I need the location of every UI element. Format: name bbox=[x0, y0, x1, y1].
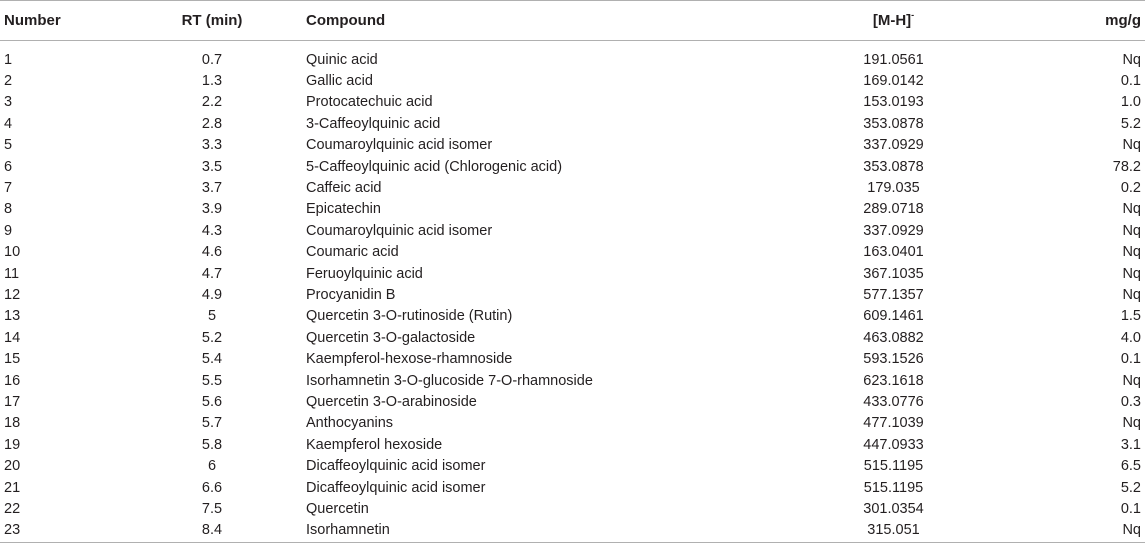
cell-number: 2 bbox=[4, 72, 13, 89]
cell-mh: 433.0776 bbox=[863, 394, 924, 410]
cell-rt: 4.9 bbox=[201, 286, 223, 303]
cell-mg: 0.2 bbox=[1120, 179, 1141, 196]
cell-number: 20 bbox=[4, 458, 21, 475]
cell-mg: 6.5 bbox=[1120, 458, 1141, 475]
cell-mh: 515.1195 bbox=[863, 458, 924, 475]
cell-mh: 623.1618 bbox=[863, 372, 924, 389]
cell-compound: Isorhamnetin 3-O-glucoside 7-O-rhamnoside bbox=[306, 372, 593, 389]
cell-rt: 5 bbox=[207, 308, 217, 325]
cell-mh: 301.0354 bbox=[863, 501, 924, 518]
cell-compound: Dicaffeoylquinic acid isomer bbox=[306, 479, 486, 496]
cell-mg: 0.1 bbox=[1120, 351, 1141, 368]
cell-rt: 5.5 bbox=[201, 372, 223, 389]
cell-mg: Nq bbox=[1122, 137, 1141, 154]
cell-number: 4 bbox=[4, 115, 13, 132]
header-row bbox=[0, 1, 1145, 41]
cell-compound: 5-Caffeoylquinic acid (Chlorogenic acid) bbox=[306, 158, 563, 175]
table-row bbox=[0, 135, 1145, 156]
cell-compound: Coumaroylquinic acid isomer bbox=[306, 222, 493, 239]
cell-mg: 0.1 bbox=[1120, 501, 1141, 518]
cell-compound: Quinic acid bbox=[306, 51, 378, 68]
cell-rt: 0.7 bbox=[201, 51, 223, 68]
cell-number: 14 bbox=[4, 329, 21, 346]
header-rt: RT (min) bbox=[120, 1, 304, 41]
cell-number: 13 bbox=[4, 308, 21, 325]
cell-rt: 6.6 bbox=[201, 479, 223, 496]
cell-rt: 3.3 bbox=[201, 137, 223, 154]
cell-mg: 1.0 bbox=[1120, 94, 1141, 111]
header-number: Number bbox=[0, 1, 120, 41]
cell-rt: 4.6 bbox=[201, 244, 223, 261]
table-row bbox=[0, 392, 1145, 413]
cell-mh: 179.035 bbox=[867, 179, 920, 196]
cell-compound: Coumaroylquinic acid isomer bbox=[306, 137, 493, 154]
cell-compound: Procyanidin B bbox=[306, 286, 396, 303]
table-row bbox=[0, 499, 1145, 520]
cell-mh: 289.0718 bbox=[863, 201, 924, 218]
cell-rt: 5.6 bbox=[201, 394, 223, 410]
cell-rt: 2.2 bbox=[201, 94, 223, 111]
table-row bbox=[0, 306, 1145, 327]
cell-compound: Kaempferol hexoside bbox=[306, 436, 443, 453]
cell-number: 1 bbox=[4, 51, 13, 68]
cell-rt: 3.5 bbox=[201, 158, 223, 175]
cell-mh: 447.0933 bbox=[863, 436, 924, 453]
cell-number: 22 bbox=[4, 501, 21, 518]
cell-rt: 3.7 bbox=[201, 179, 223, 196]
cell-mg: 5.2 bbox=[1120, 115, 1141, 132]
cell-number: 12 bbox=[4, 286, 21, 303]
cell-rt: 2.8 bbox=[201, 115, 223, 132]
table-row bbox=[0, 114, 1145, 135]
cell-number: 23 bbox=[0, 520, 120, 542]
cell-mg: Nq bbox=[1122, 51, 1141, 68]
cell-compound: 3-Caffeoylquinic acid bbox=[306, 115, 441, 132]
cell-mg: 0.3 bbox=[1120, 394, 1141, 410]
cell-compound: Gallic acid bbox=[306, 72, 373, 89]
cell-mg: Nq bbox=[1122, 244, 1141, 261]
cell-mg: 4.0 bbox=[1120, 329, 1141, 346]
cell-compound: Quercetin 3-O-rutinoside (Rutin) bbox=[306, 308, 513, 325]
cell-compound: Anthocyanins bbox=[306, 415, 394, 432]
table-row bbox=[0, 478, 1145, 499]
cell-mg: 3.1 bbox=[1120, 436, 1141, 453]
cell-mh: 315.051 bbox=[730, 520, 1057, 542]
table-row bbox=[0, 264, 1145, 285]
header-mg: mg/g bbox=[1057, 1, 1145, 41]
cell-rt: 8.4 bbox=[120, 520, 304, 542]
cell-mh: 169.0142 bbox=[863, 72, 924, 89]
cell-mh: 191.0561 bbox=[863, 51, 924, 68]
cell-compound: Caffeic acid bbox=[306, 179, 382, 196]
cell-compound: Quercetin 3-O-galactoside bbox=[306, 329, 476, 346]
cell-mh: 477.1039 bbox=[863, 415, 924, 432]
cell-number: 5 bbox=[4, 137, 13, 154]
cell-compound: Protocatechuic acid bbox=[306, 94, 433, 111]
cell-number: 7 bbox=[4, 179, 13, 196]
cell-mh: 577.1357 bbox=[863, 286, 924, 303]
table-row bbox=[0, 371, 1145, 392]
cell-rt: 6 bbox=[207, 458, 217, 475]
cell-mh: 337.0929 bbox=[863, 222, 924, 239]
table-row bbox=[0, 50, 1145, 71]
cell-rt: 4.7 bbox=[201, 265, 223, 282]
cell-rt: 3.9 bbox=[201, 201, 223, 218]
header-mh bbox=[730, 1, 1057, 41]
cell-mg: 5.2 bbox=[1120, 479, 1141, 496]
table-row bbox=[0, 456, 1145, 477]
cell-number: 6 bbox=[4, 158, 13, 175]
cell-rt: 1.3 bbox=[201, 72, 223, 89]
cell-mh: 367.1035 bbox=[863, 265, 924, 282]
cell-rt: 5.2 bbox=[201, 329, 223, 346]
header-mh-label: [M-H] bbox=[872, 12, 912, 29]
table-row bbox=[0, 221, 1145, 242]
table-row bbox=[0, 199, 1145, 220]
table-body bbox=[0, 41, 1145, 543]
cell-mh: 353.0878 bbox=[863, 158, 924, 175]
cell-number: 3 bbox=[4, 94, 13, 111]
table-row bbox=[0, 285, 1145, 306]
cell-compound: Coumaric acid bbox=[306, 244, 399, 261]
cell-number: 15 bbox=[4, 351, 21, 368]
cell-mh: 353.0878 bbox=[863, 115, 924, 132]
cell-number: 11 bbox=[4, 265, 20, 282]
header-mh-superscript: - bbox=[911, 10, 915, 20]
table-row bbox=[0, 435, 1145, 456]
table-row bbox=[0, 413, 1145, 434]
cell-rt: 7.5 bbox=[201, 501, 223, 518]
cell-compound: Quercetin bbox=[306, 501, 369, 518]
cell-mg: Nq bbox=[1122, 286, 1141, 303]
cell-rt: 5.4 bbox=[201, 351, 223, 368]
cell-compound: Kaempferol-hexose-rhamnoside bbox=[306, 351, 513, 368]
table-row bbox=[0, 242, 1145, 263]
cell-number: 19 bbox=[4, 436, 21, 453]
table-row bbox=[0, 520, 1145, 542]
cell-mh: 609.1461 bbox=[863, 308, 924, 325]
cell-compound: Dicaffeoylquinic acid isomer bbox=[306, 458, 486, 475]
cell-number: 17 bbox=[4, 394, 21, 410]
cell-number: 16 bbox=[4, 372, 21, 389]
cell-compound: Isorhamnetin bbox=[304, 520, 730, 542]
table-row bbox=[0, 157, 1145, 178]
cell-mg: 0.1 bbox=[1120, 72, 1141, 89]
cell-mg: Nq bbox=[1122, 222, 1141, 239]
cell-number: 10 bbox=[4, 244, 21, 261]
cell-rt: 5.8 bbox=[201, 436, 223, 453]
spacer-row bbox=[0, 41, 1145, 50]
table-row bbox=[0, 328, 1145, 349]
cell-mh: 337.0929 bbox=[863, 137, 924, 154]
cell-mg: Nq bbox=[1122, 372, 1141, 389]
cell-mg: Nq bbox=[1122, 415, 1141, 432]
cell-compound: Quercetin 3-O-arabinoside bbox=[306, 394, 477, 410]
cell-mh: 463.0882 bbox=[863, 329, 924, 346]
table-row bbox=[0, 92, 1145, 113]
table-row bbox=[0, 178, 1145, 199]
cell-rt: 4.3 bbox=[201, 222, 223, 239]
cell-number: 8 bbox=[4, 201, 13, 218]
table-row bbox=[0, 349, 1145, 370]
cell-mh: 163.0401 bbox=[863, 244, 924, 261]
cell-number: 21 bbox=[4, 479, 21, 496]
cell-mg: 78.2 bbox=[1112, 158, 1141, 175]
cell-number: 9 bbox=[4, 222, 13, 239]
cell-rt: 5.7 bbox=[201, 415, 223, 432]
table-row bbox=[0, 71, 1145, 92]
cell-mg: Nq bbox=[1122, 265, 1141, 282]
cell-mg: 1.5 bbox=[1120, 308, 1141, 325]
cell-mg: Nq bbox=[1122, 201, 1141, 218]
cell-mh: 593.1526 bbox=[863, 351, 924, 368]
cell-mh: 515.1195 bbox=[863, 479, 924, 496]
header-compound: Compound bbox=[304, 1, 730, 41]
cell-mh: 153.0193 bbox=[863, 94, 924, 111]
cell-compound: Feruoylquinic acid bbox=[306, 265, 423, 282]
cell-mg: Nq bbox=[1057, 520, 1145, 542]
cell-number: 18 bbox=[4, 415, 21, 432]
cell-compound: Epicatechin bbox=[306, 201, 381, 218]
